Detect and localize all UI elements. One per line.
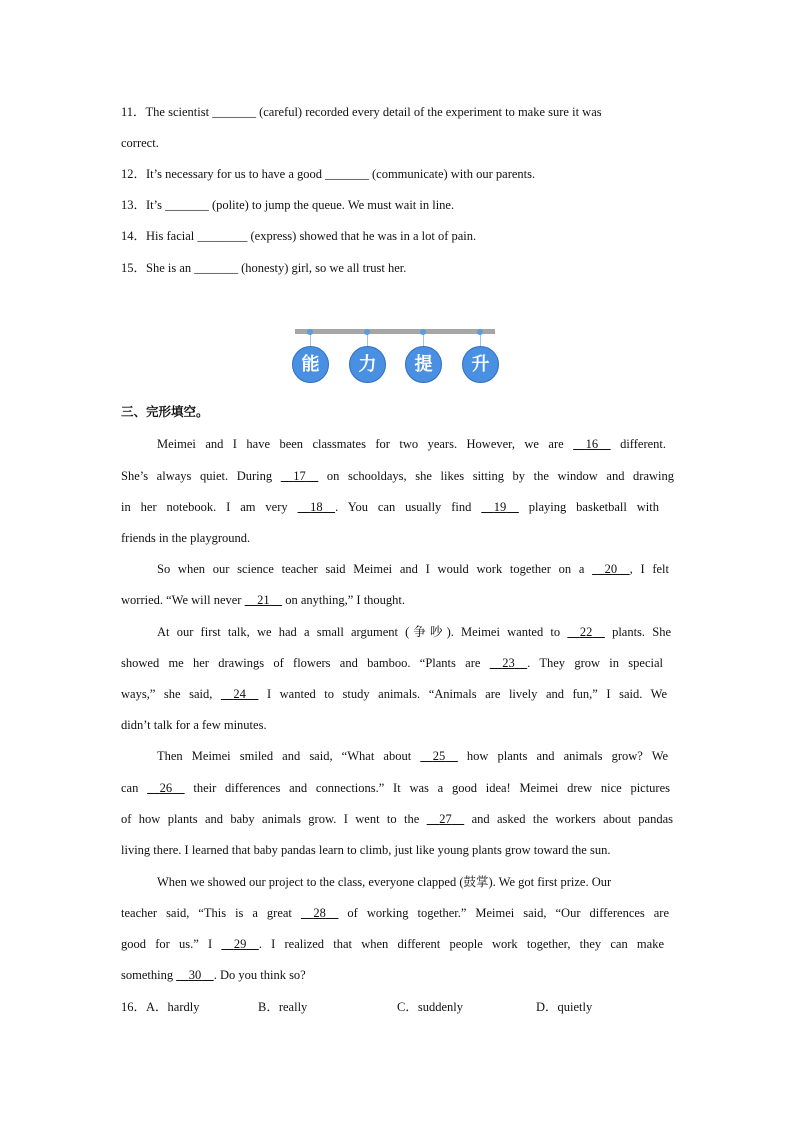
question-text: (honesty) girl, so we all trust her. [241,261,407,275]
question-text: 15．She is an [121,261,192,275]
question-text: (communicate) with our parents. [372,167,536,181]
passage-line: of how plants and baby animals grow. I went to the 27 and asked the workers about pandas [121,812,674,826]
banner-dot [364,329,370,335]
blank-24[interactable]: 24 [233,687,246,701]
blank-17[interactable]: 17 [293,469,306,483]
passage-line: At our first talk, we had a small argument (争吵). Meimei wanted to 22 plants. She [157,625,671,639]
question-11 [121,104,674,120]
blank-25[interactable]: 25 [432,749,446,763]
blank-23[interactable]: 23 [502,656,515,670]
question-text: (careful) recorded every detail of the experiment to make sure it was [259,105,602,119]
banner-char: 力 [349,346,386,383]
passage-line: can 26 their differences and connections.” It was a good idea! Meimei drew nice pictures [121,781,671,795]
banner-dot [307,329,313,335]
blank-16[interactable]: 16 [585,437,599,451]
question-text: 13．It’s [121,198,162,212]
question-text: 14．His facial [121,229,195,243]
answer-blank[interactable]: _______ [165,198,209,212]
blank-18[interactable]: 18 [310,500,323,514]
banner-char: 能 [292,346,329,383]
blank-21[interactable]: 21 [257,593,270,607]
question-14 [121,228,674,244]
option-d[interactable]: D．quietly [536,1000,593,1014]
banner-bar [295,329,495,334]
option-a[interactable]: 16．A．hardly [121,1000,200,1014]
question-text: correct. [121,136,159,150]
passage-line: in her notebook. I am very 18 . You can usually find 19 playing basketball with [121,500,659,514]
question-13 [121,197,674,213]
answer-blank[interactable]: ________ [197,229,248,243]
passage-line: She’s always quiet. During 17 on schooldays, she likes sitting by the window and drawing [121,469,675,483]
blank-27[interactable]: 27 [439,812,452,826]
question-15 [121,260,674,276]
question-text: 12．It’s necessary for us to have a good [121,167,322,181]
passage-line: something 30 . Do you think so? [121,968,306,982]
passage-line: didn’t talk for a few minutes. [121,718,267,732]
banner-char: 升 [462,346,499,383]
answer-blank[interactable]: _______ [194,261,239,275]
passage-line: showed me her drawings of flowers and bamboo. “Plants are 23 . They grow in special [121,656,663,670]
passage-line: worried. “We will never 21 on anything,” I thought. [121,593,406,607]
blank-30[interactable]: 30 [188,968,202,982]
option-b[interactable]: B．really [258,1000,308,1014]
blank-29[interactable]: 29 [233,937,247,951]
blank-26[interactable]: 26 [159,781,173,795]
question-12 [121,166,674,182]
question-text: (polite) to jump the queue. We must wait in line. [211,198,455,212]
section-title: 三、完形填空。 [121,404,209,419]
banner-dot [477,329,483,335]
question-11-cont [121,135,674,151]
passage-line: teacher said, “This is a great 28 of working together.” Meimei said, “Our differences are [121,906,670,920]
question-text: 11．The scientist [121,105,210,119]
section-banner [290,326,502,388]
banner-dot [420,329,426,335]
passage-line: When we showed our project to the class, everyone clapped (鼓掌). We got first prize. Our [157,875,612,889]
blank-20[interactable]: 20 [604,562,618,576]
passage-line: So when our science teacher said Meimei and I would work together on a 20 , I felt [157,562,670,576]
blank-28[interactable]: 28 [313,906,326,920]
question-text: (express) showed that he was in a lot of pain. [250,229,477,243]
passage-line: living there. I learned that baby pandas learn to climb, just like young plants grow toward the sun. [121,843,611,857]
answer-blank[interactable]: _______ [212,105,256,119]
answer-blank[interactable]: _______ [325,167,369,181]
passage-line: friends in the playground. [121,531,251,545]
passage-line: Then Meimei smiled and said, “What about 25 how plants and animals grow? We [157,749,669,763]
passage-line: Meimei and I have been classmates for two years. However, we are 16 different. [157,437,667,451]
blank-22[interactable]: 22 [579,625,593,639]
blank-19[interactable]: 19 [493,500,507,514]
passage-line: ways,” she said, 24 I wanted to study animals. “Animals are lively and fun,” I said. We [121,687,668,701]
option-c[interactable]: C．suddenly [397,1000,463,1014]
passage-line: good for us.” I 29 . I realized that when different people work together, they can make [121,937,664,951]
banner-char: 提 [405,346,442,383]
